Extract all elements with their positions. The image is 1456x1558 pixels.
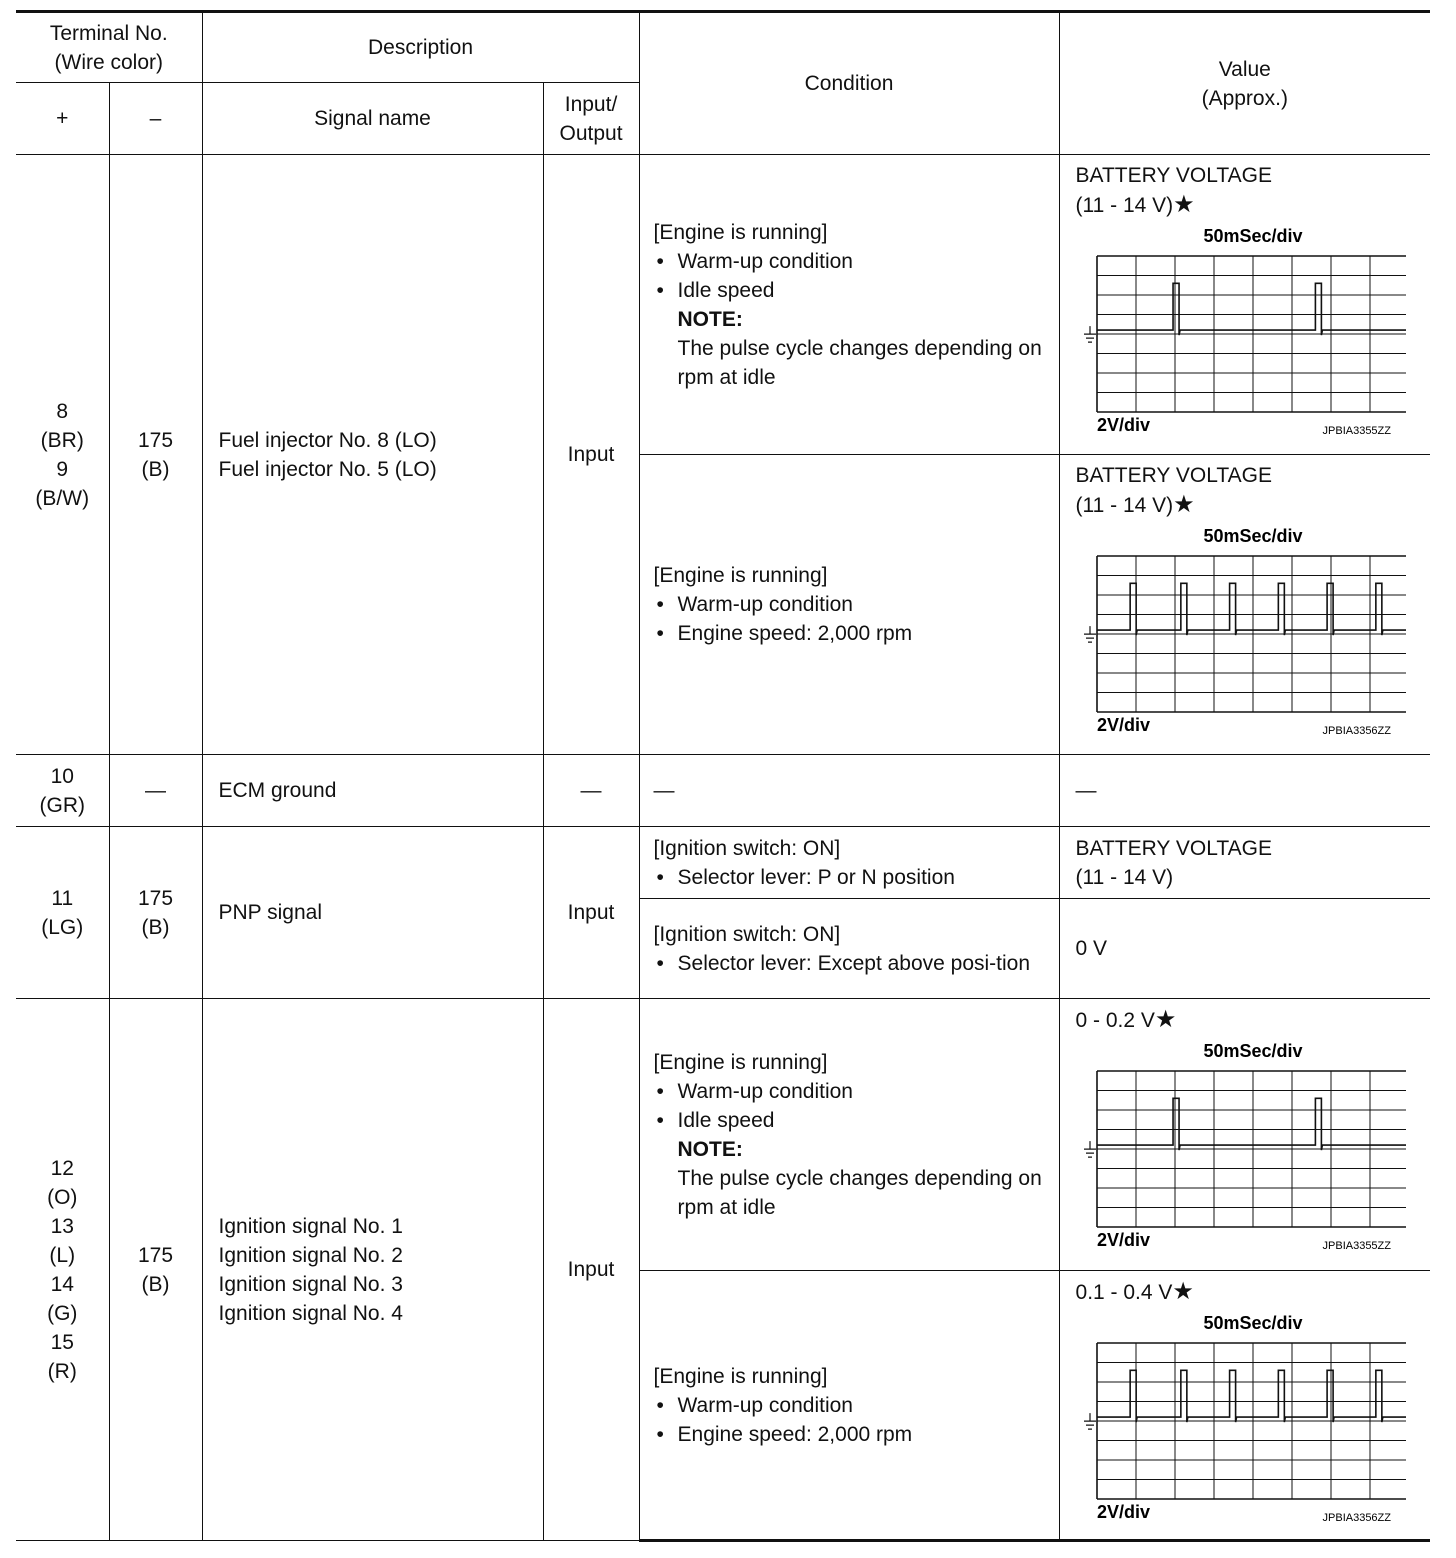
time-div-label: 50mSec/div — [1202, 1313, 1303, 1333]
oscilloscope-waveform — [1076, 222, 1406, 436]
value-cell: 0 V — [1059, 899, 1430, 999]
figure-id-label: JPBIA3355ZZ — [1322, 1240, 1391, 1251]
waveform-trace — [1097, 1370, 1406, 1422]
signal-name-cell: Ignition signal No. 1 Ignition signal No. 2 Ignition signal No. 3 Ignition signal No. 4 — [202, 999, 543, 1541]
waveform-trace — [1097, 583, 1406, 635]
table-row — [16, 755, 1430, 827]
header-input-output: Input/ Output — [543, 83, 639, 155]
header-terminal: Terminal No. (Wire color) — [16, 12, 202, 83]
terminal-plus-cell: 12 (O) 13 (L) 14 (G) 15 (R) — [16, 999, 109, 1541]
terminal-plus-cell: 8 (BR) 9 (B/W) — [16, 155, 109, 755]
condition-cell: [Engine is running] • Warm-up condition • Idle speed NOTE: The pulse cycle changes depending on rpm at idle — [639, 155, 1059, 455]
volt-div-label: 2V/div — [1096, 415, 1150, 435]
header-condition: Condition — [639, 12, 1059, 155]
table-row — [16, 827, 1430, 899]
terminal-plus-cell: 11 (LG) — [16, 827, 109, 999]
ground-icon — [1084, 326, 1096, 342]
condition-cell: [Engine is running] • Warm-up condition • Idle speed NOTE: The pulse cycle changes depending on rpm at idle — [639, 999, 1059, 1271]
condition-cell: [Ignition switch: ON] • Selector lever: P or N position — [639, 827, 1059, 899]
table-row — [16, 999, 1430, 1271]
figure-id-label: JPBIA3355ZZ — [1322, 425, 1391, 436]
header-value: Value (Approx.) — [1059, 12, 1430, 155]
signal-name-cell: ECM ground — [202, 755, 543, 827]
ground-icon — [1084, 1141, 1096, 1157]
condition-cell: [Ignition switch: ON] • Selector lever: Except above posi-tion — [639, 899, 1059, 999]
volt-div-label: 2V/div — [1096, 1502, 1150, 1522]
waveform-trace — [1097, 1098, 1406, 1150]
terminal-minus-cell: 175 (B) — [109, 827, 202, 999]
value-cell: BATTERY VOLTAGE (11 - 14 V)★ 50mSec/div 2V/div JPBIA3355ZZ — [1059, 155, 1430, 455]
volt-div-label: 2V/div — [1096, 715, 1150, 735]
header-plus: + — [16, 83, 109, 155]
star-icon: ★ — [1154, 1006, 1177, 1033]
oscilloscope-waveform — [1076, 1309, 1406, 1523]
figure-id-label: JPBIA3356ZZ — [1322, 725, 1391, 736]
value-cell: 0.1 - 0.4 V★ 50mSec/div 2V/div JPBIA3356ZZ — [1059, 1271, 1430, 1541]
condition-cell: — — [639, 755, 1059, 827]
time-div-label: 50mSec/div — [1202, 226, 1303, 246]
oscilloscope-waveform — [1076, 522, 1406, 736]
io-cell: Input — [543, 827, 639, 999]
waveform-trace — [1097, 283, 1406, 335]
terminal-minus-cell: 175 (B) — [109, 999, 202, 1541]
value-cell: BATTERY VOLTAGE (11 - 14 V) — [1059, 827, 1430, 899]
terminal-plus-cell: 10 (GR) — [16, 755, 109, 827]
star-icon: ★ — [1173, 191, 1195, 218]
condition-cell: [Engine is running] • Warm-up condition • Engine speed: 2,000 rpm — [639, 455, 1059, 755]
ground-icon — [1084, 626, 1096, 642]
star-icon: ★ — [1173, 491, 1195, 518]
value-cell: — — [1059, 755, 1430, 827]
io-cell: Input — [543, 155, 639, 755]
signal-name-cell: PNP signal — [202, 827, 543, 999]
header-signal-name: Signal name — [202, 83, 543, 155]
value-cell: 0 - 0.2 V★ 50mSec/div 2V/div JPBIA3355ZZ — [1059, 999, 1430, 1271]
header-minus: – — [109, 83, 202, 155]
table-row — [16, 155, 1430, 455]
condition-cell: [Engine is running] • Warm-up condition • Engine speed: 2,000 rpm — [639, 1271, 1059, 1541]
io-cell: Input — [543, 999, 639, 1541]
ground-icon — [1084, 1413, 1096, 1429]
oscilloscope-waveform — [1076, 1037, 1406, 1251]
terminal-minus-cell: 175 (B) — [109, 155, 202, 755]
time-div-label: 50mSec/div — [1202, 526, 1303, 546]
header-description: Description — [202, 12, 639, 83]
terminal-table — [16, 10, 1430, 1542]
volt-div-label: 2V/div — [1096, 1230, 1150, 1250]
io-cell: — — [543, 755, 639, 827]
time-div-label: 50mSec/div — [1202, 1041, 1303, 1061]
figure-id-label: JPBIA3356ZZ — [1322, 1512, 1391, 1523]
value-cell: BATTERY VOLTAGE (11 - 14 V)★ 50mSec/div 2V/div JPBIA3356ZZ — [1059, 455, 1430, 755]
signal-name-cell: Fuel injector No. 8 (LO) Fuel injector No. 5 (LO) — [202, 155, 543, 755]
terminal-minus-cell: — — [109, 755, 202, 827]
star-icon: ★ — [1172, 1278, 1194, 1305]
